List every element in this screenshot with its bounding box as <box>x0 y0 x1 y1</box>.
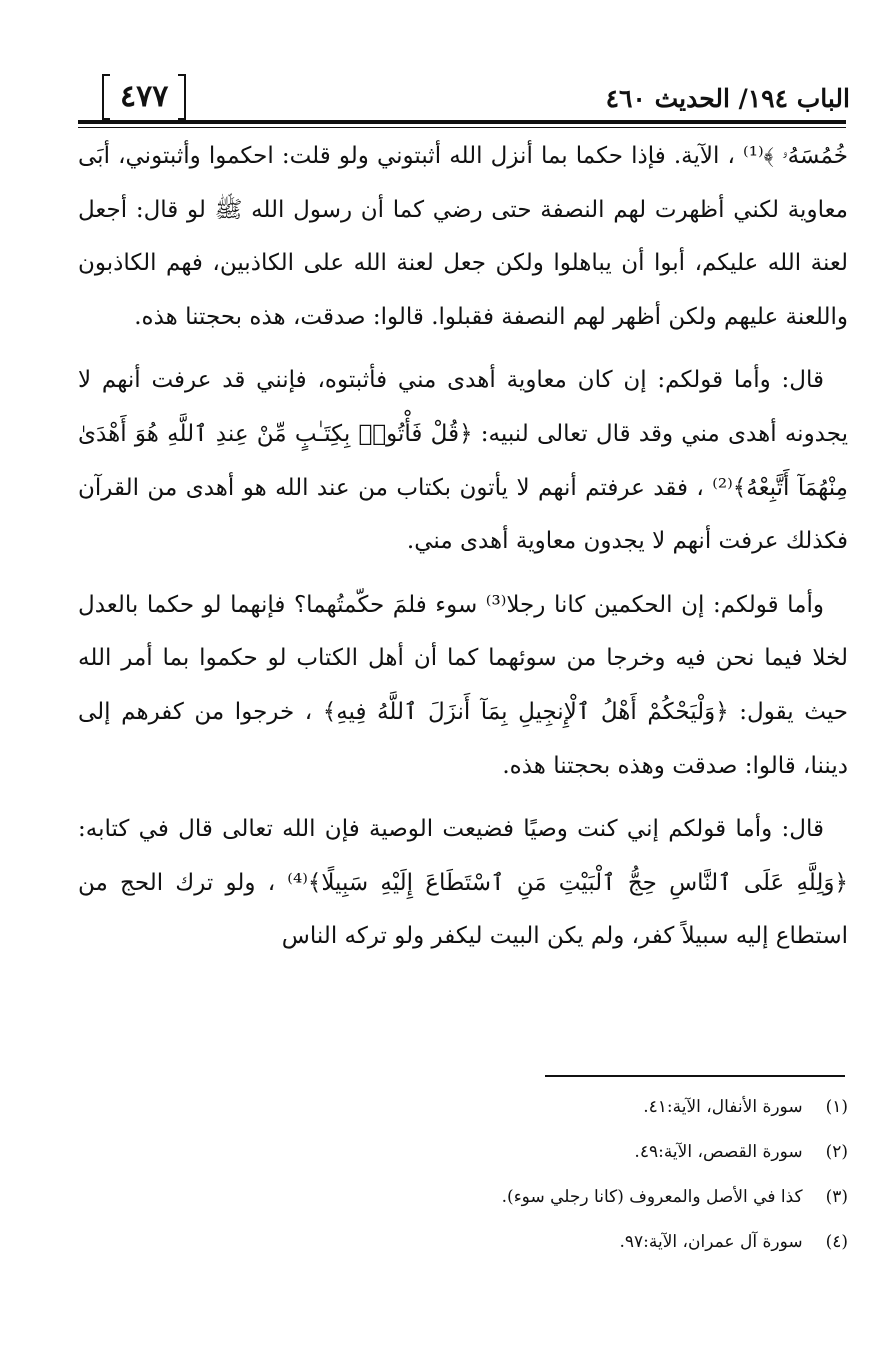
footnotes <box>78 1095 848 1275</box>
footnote-text: كذا في الأصل والمعروف (كانا رجلي سوء). <box>501 1187 803 1207</box>
paragraph-1: خُمُسَهُۥ ﴾⁽¹⁾ ، الآية. فإذا حكما بما أنزل الله أثبتوني ولو قلت: احكموا وأثبتوني، أبَى معاوية لكني أظهرت لهم النصفة حتى رضي كما أن رسول الله ﷺ لو قال: أجعل لعنة الله عليكم، أبوا أن يباهلوا ولكن جعل لعنة الله على الكاذبين، فهم الكاذبون واللعنة عليهم ولكن أظهر لهم النصفة فقبلوا. قالوا: صدقت، هذه بحجتنا هذه. <box>78 143 848 330</box>
footnote-number: (٣) <box>825 1187 848 1207</box>
header-rule <box>78 120 846 124</box>
footnote-4 <box>78 1230 848 1254</box>
paragraph-2: قال: وأما قولكم: إن كان معاوية أهدى مني فأثبتوه، فإنني قد عرفت أنهم لا يجدونه أهدى مني وقد قال تعالى لنبيه: ﴿قُلْ فَأْتُوا۟ بِكِتَـٰبٍ مِّنْ عِندِ ٱللَّهِ هُوَ أَهْدَىٰ مِنْهُمَآ أَتَّبِعْهُ﴾⁽²⁾ ، فقد عرفتم أنهم لا يأتون بكتاب من عند الله هو أهدى من القرآن فكذلك عرفت أنهم لا يجدون معاوية أهدى مني. <box>78 367 849 555</box>
page-number-frame-right <box>178 74 186 120</box>
footnote-text: سورة آل عمران، الآية:٩٧. <box>619 1232 803 1252</box>
page-number: ٤٧٧ <box>120 79 169 114</box>
footnote-text: سورة القصص، الآية:٤٩. <box>634 1142 803 1162</box>
page-number-frame-left <box>102 74 110 120</box>
header-rule-thin <box>78 127 846 128</box>
footnote-2 <box>78 1140 848 1164</box>
footnote-1 <box>78 1095 848 1119</box>
footnote-number: (٤) <box>825 1232 848 1252</box>
footnote-text: سورة الأنفال، الآية:٤١. <box>643 1097 803 1117</box>
paragraph-3: وأما قولكم: إن الحكمين كانا رجلا⁽³⁾ سوء فلمَ حكّمتُهما؟ فإنهما لو حكما بالعدل لخلا فيما نحن فيه وخرجا من سوئهما كما أن أهل الكتاب لو حكموا بما أمر الله حيث يقول: ﴿وَلْيَحْكُمْ أَهْلُ ٱلْإِنجِيلِ بِمَآ أَنزَلَ ٱللَّهُ فِيهِ﴾ ، خرجوا من كفرهم إلى ديننا، قالوا: صدقت وهذه بحجتنا هذه. <box>78 591 848 779</box>
footnote-number: (٢) <box>825 1142 848 1162</box>
running-title: الباب ١٩٤/ الحديث ٤٦٠ <box>605 84 850 113</box>
footnote-separator <box>545 1075 845 1077</box>
paragraph-4: قال: وأما قولكم إني كنت وصيًا فضيعت الوصية فإن الله تعالى قال في كتابه: ﴿وَلِلَّهِ عَلَى ٱلنَّاسِ حِجُّ ٱلْبَيْتِ مَنِ ٱسْتَطَاعَ إِلَيْهِ سَبِيلًا﴾⁽⁴⁾ ، ولو ترك الحج من استطاع إليه سبيلاً كفر، ولم يكن البيت ليكفر ولو تركه الناس <box>78 816 849 950</box>
footnote-number: (١) <box>825 1097 848 1117</box>
main-text <box>78 130 848 974</box>
footnote-3 <box>78 1185 848 1209</box>
